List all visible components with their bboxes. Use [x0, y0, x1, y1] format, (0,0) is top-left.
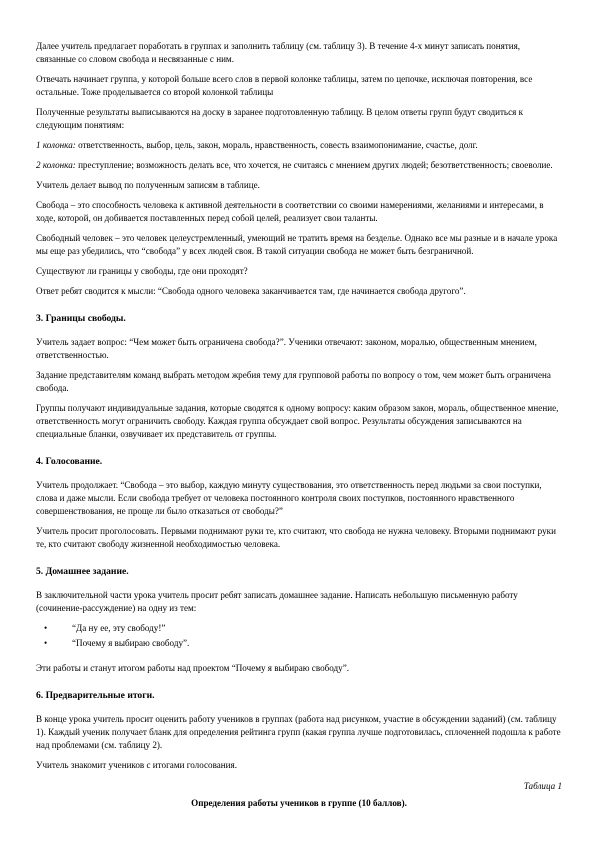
section4-paragraph-1: Учитель продолжает. “Свобода – это выбор, каждую минуту существования, это ответственность перед людьми за свои поступки, слова и даже мысли. Если свобода требует от человека постоянного контроля своих поступков, постоянного нравственного совершенствования, не проще ли было отказаться от свободы?”	[36, 480, 542, 516]
section3-paragraph-2: Задание представителям команд выбрать методом жребия тему для групповой работы по вопросу о том, чем может быть ограничена свобода.	[36, 370, 551, 393]
table-label: Таблица 1	[523, 781, 562, 791]
section5-heading: 5. Домашнее задание.	[36, 566, 129, 577]
section3-heading: 3. Границы свободы.	[36, 313, 126, 324]
topic-text: “Да ну ее, эту свободу!”	[72, 623, 166, 633]
mid-paragraph-1: Учитель делает вывод по полученным записям в таблице.	[36, 180, 260, 190]
section6-heading: 6. Предварительные итоги.	[36, 690, 155, 701]
intro-paragraph-3: Полученные результаты выписываются на доску в заранее подготовленную таблицу. В целом ответы групп будут сводиться к следующим понятиям:	[36, 107, 523, 130]
section3-paragraph-1: Учитель задает вопрос: “Чем может быть ограничена свобода?”. Ученики отвечают: законом, моралью, общественным мнением, ответственностью.	[36, 337, 537, 360]
section5-outro: Эти работы и станут итогом работы над проектом “Почему я выбираю свободу”.	[36, 663, 350, 673]
section4-heading: 4. Голосование.	[36, 456, 103, 467]
list-item	[36, 637, 562, 650]
homework-topic-list	[36, 622, 562, 650]
column2-label: 2 колонка:	[36, 160, 76, 170]
topic-text: “Почему я выбираю свободу”.	[72, 638, 190, 648]
mid-paragraph-5: Ответ ребят сводится к мысли: “Свобода одного человека заканчивается там, где начинается свобода другого”.	[36, 286, 466, 296]
section5-intro: В заключительной части урока учитель просит ребят записать домашнее задание. Написать небольшую письменную работу (сочинение-рассуждение) на одну из тем:	[36, 590, 518, 613]
column2-paragraph	[36, 159, 562, 172]
column1-paragraph	[36, 139, 562, 152]
bullet-icon: •	[44, 638, 48, 648]
column1-text: ответственность, выбор, цель, закон, мораль, нравственность, совесть взаимопонимание, счастье, долг.	[75, 140, 478, 150]
intro-paragraph-2: Отвечать начинает группа, у которой больше всего слов в первой колонке таблицы, затем по цепочке, исключая повторения, все остальные. Тоже проделывается со второй колонкой таблицы	[36, 74, 533, 97]
section6-paragraph-1: В конце урока учитель просит оценить работу учеников в группах (работа над рисунком, участие в обсуждении заданий) (см. таблицу 1). Каждый ученик получает бланк для определения рейтинга групп (какая группа лучше подготовилась, сплоченней подошла к работе над проблемами (см. таблицу 2).	[36, 714, 561, 750]
column2-text: преступление; возможность делать все, что хочется, не считаясь с мнением других людей; безответственность; своеволие.	[75, 160, 553, 170]
section4-paragraph-2: Учитель просит проголосовать. Первыми поднимают руки те, кто считают, что свобода не нужна человеку. Вторыми поднимают руки те, кто считают свободу жизненной необходимостью человека.	[36, 526, 556, 549]
section3-paragraph-3: Группы получают индивидуальные задания, которые сводятся к одному вопросу: каким образом закон, мораль, общественное мнение, ответственность могут ограничить свободу. Каждая группа обсуждает свой вопрос. Результаты обсуждения записываются на специальные бланки, озвучивает их представитель от группы.	[36, 403, 559, 439]
list-item	[36, 622, 562, 635]
mid-paragraph-2: Свобода – это способность человека к активной деятельности в соответствии со своими намерениями, желаниями и интересами, в ходе, которой, он добивается поставленных перед собой целей, реализует свои таланты.	[36, 200, 544, 223]
column1-label: 1 колонка:	[36, 140, 76, 150]
mid-paragraph-4: Существуют ли границы у свободы, где они проходят?	[36, 266, 248, 276]
table-title: Определения работы учеников в группе (10 баллов).	[191, 798, 407, 808]
section6-paragraph-2: Учитель знакомит учеников с итогами голосования.	[36, 760, 237, 770]
intro-paragraph-1: Далее учитель предлагает поработать в группах и заполнить таблицу (см. таблицу 3). В течение 4-х минут записать понятия, связанные со словом свобода и несвязанные с ним.	[36, 41, 521, 64]
bullet-icon: •	[44, 623, 48, 633]
mid-paragraph-3: Свободный человек – это человек целеустремленный, умеющий не тратить время на безделье. Однако все мы разные и в начале урока мы еще раз убедились, что “свобода” у всех людей своя. В такой ситуации свобода не может быть безграничной.	[36, 233, 558, 256]
document-page	[36, 40, 562, 817]
